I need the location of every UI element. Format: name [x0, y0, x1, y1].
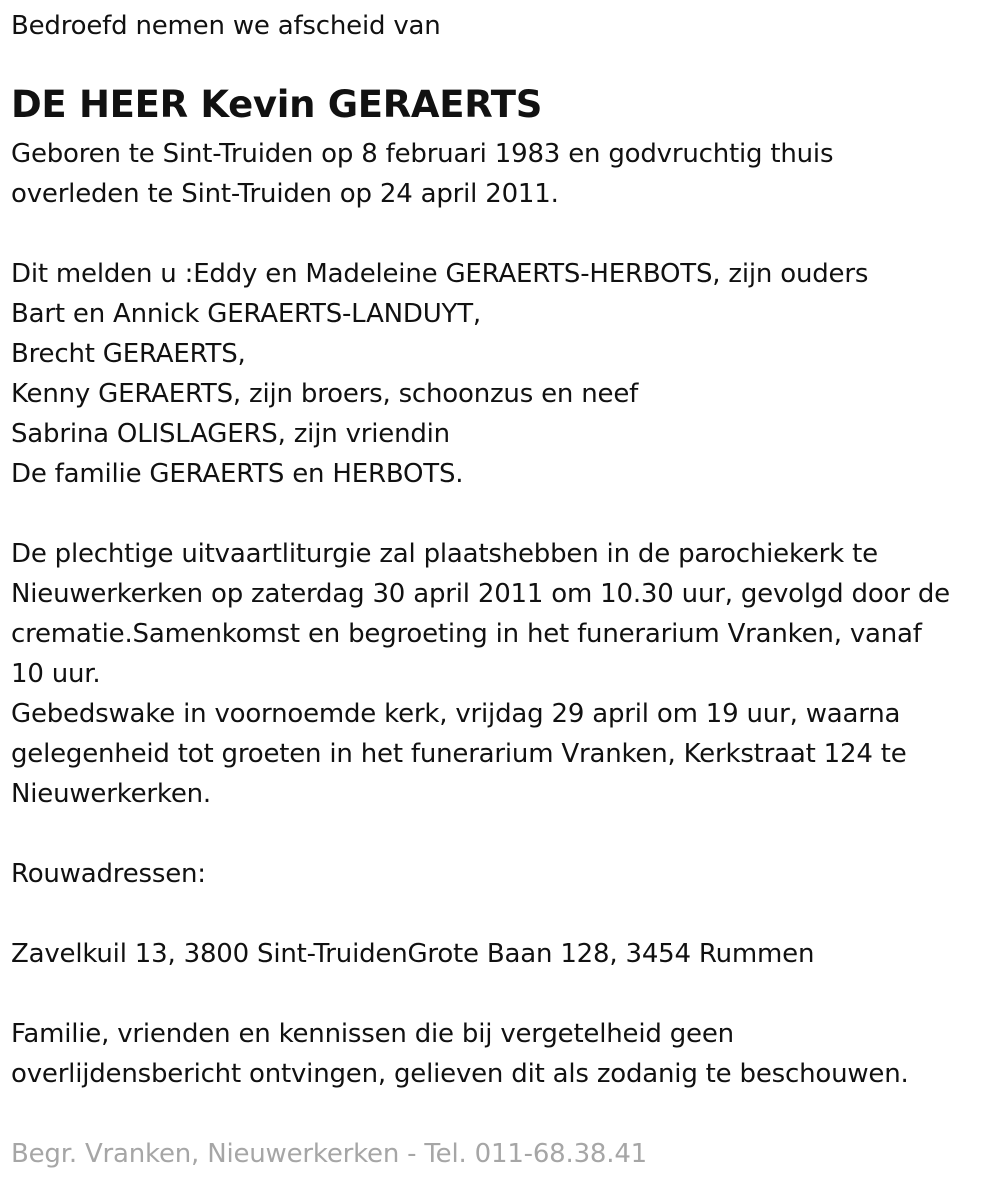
mourning-addresses: [11, 934, 814, 974]
funeral-home-footer: Begr. Vranken, Nieuwerkerken - Tel. 011-68.38.41: [11, 1139, 648, 1169]
family-line: Brecht GERAERTS,: [11, 339, 246, 369]
rouwadressen-label: Rouwadressen:: [11, 859, 206, 889]
family-line: Kenny GERAERTS, zijn broers, schoonzus en neef: [11, 379, 639, 409]
family-line: De familie GERAERTS en HERBOTS.: [11, 459, 464, 489]
address-line: Zavelkuil 13, 3800 Sint-TruidenGrote Baan 128, 3454 Rummen: [11, 939, 815, 969]
remark-line: overlijdensbericht ontvingen, gelieven dit als zodanig te beschouwen.: [11, 1059, 909, 1089]
funeral-line: Nieuwerkerken.: [11, 779, 211, 809]
funeral-line: gelegenheid tot groeten in het funerarium Vranken, Kerkstraat 124 te: [11, 739, 907, 769]
funeral-line: Nieuwerkerken op zaterdag 30 april 2011 om 10.30 uur, gevolgd door de: [11, 579, 950, 609]
remark-line: Familie, vrienden en kennissen die bij vergetelheid geen: [11, 1019, 734, 1049]
funeral-line: De plechtige uitvaartliturgie zal plaatshebben in de parochiekerk te: [11, 539, 878, 569]
family-line: Sabrina OLISLAGERS, zijn vriendin: [11, 419, 450, 449]
funeral-line: Gebedswake in voornoemde kerk, vrijdag 29 april om 19 uur, waarna: [11, 699, 901, 729]
rouwadressen-heading: [11, 854, 206, 894]
deceased-name: DE HEER Kevin GERAERTS: [11, 83, 543, 126]
family-line: Bart en Annick GERAERTS-LANDUYT,: [11, 299, 481, 329]
notice-remark: [11, 1014, 909, 1094]
birth-line: Geboren te Sint-Truiden op 8 februari 1983 en godvruchtig thuis: [11, 139, 834, 169]
funeral-line: crematie.Samenkomst en begroeting in het funerarium Vranken, vanaf: [11, 619, 922, 649]
death-line: overleden te Sint-Truiden op 24 april 2011.: [11, 179, 559, 209]
intro-text: Bedroefd nemen we afscheid van: [11, 11, 441, 41]
birth-death-paragraph: [11, 134, 833, 214]
family-line: Dit melden u :Eddy en Madeleine GERAERTS-HERBOTS, zijn ouders: [11, 259, 869, 289]
funeral-details: [11, 534, 950, 814]
family-list: [11, 254, 868, 494]
funeral-line: 10 uur.: [11, 659, 101, 689]
